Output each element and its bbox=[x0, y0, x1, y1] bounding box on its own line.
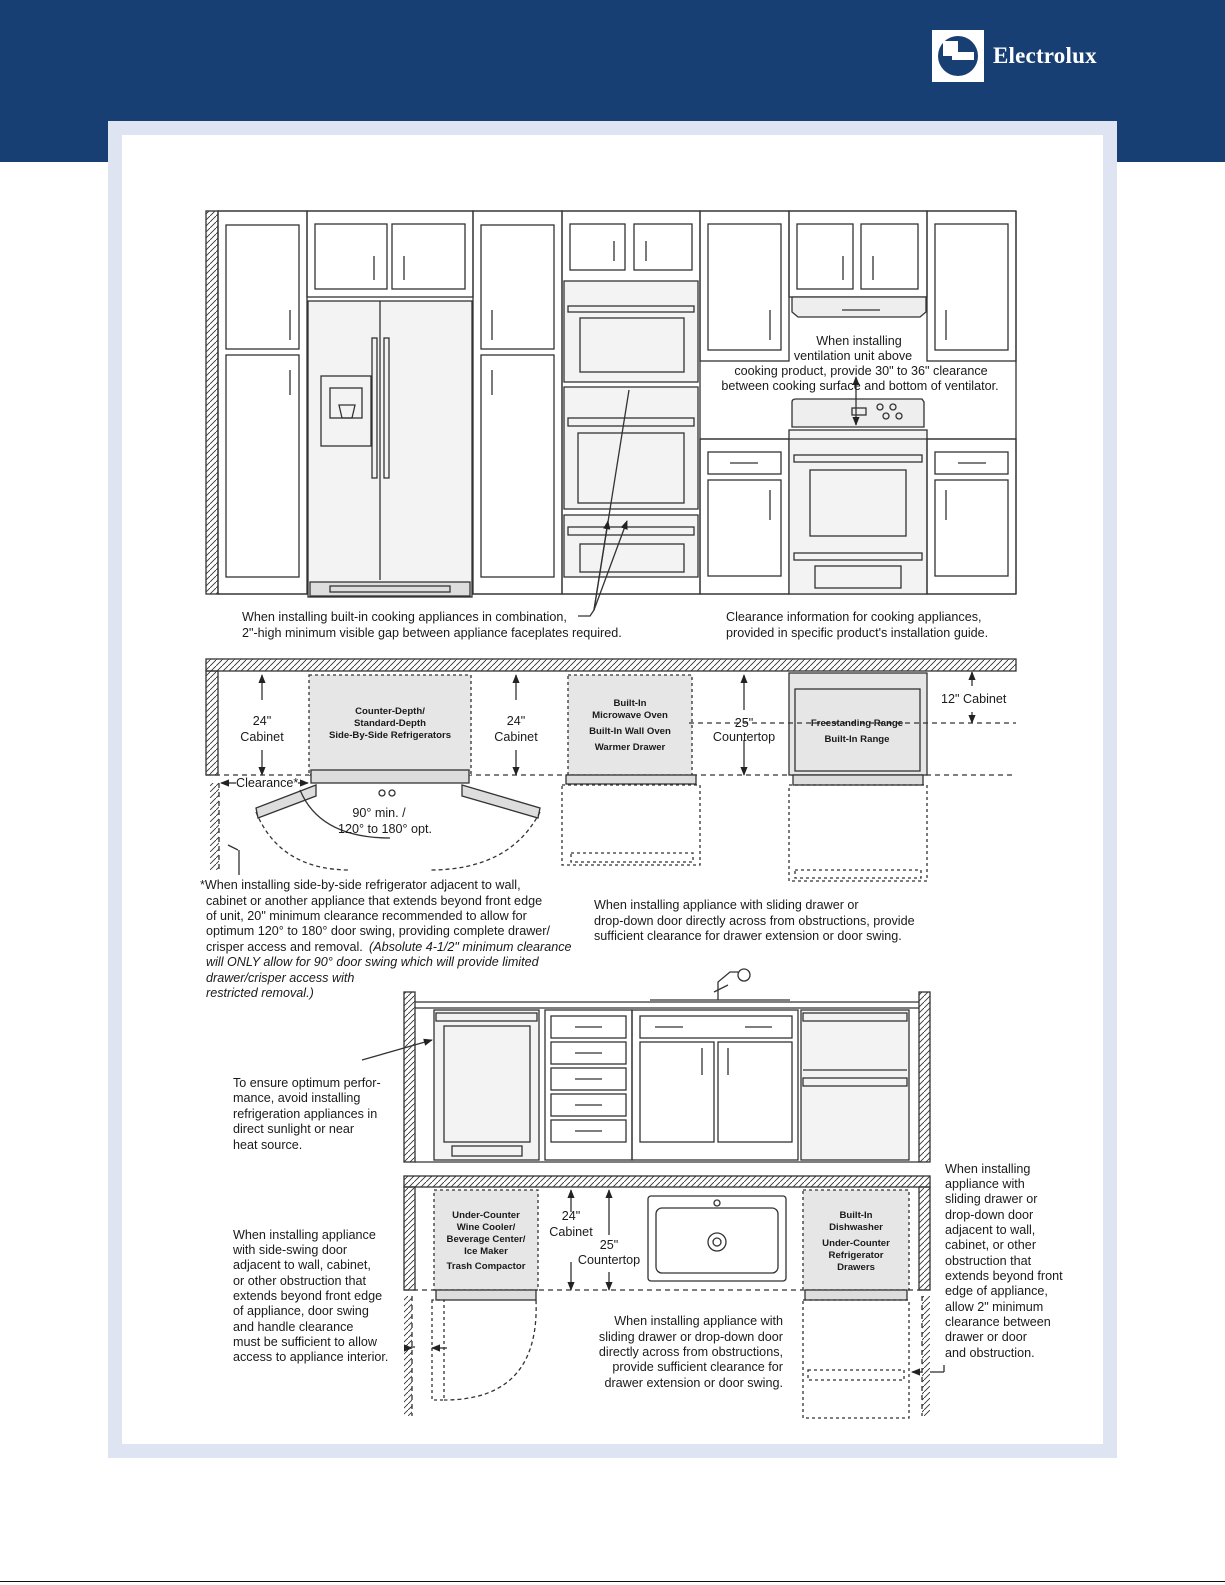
sliding-note-line: directly across from obstructions, bbox=[598, 1345, 783, 1359]
sunlight-note-line: mance, avoid installing bbox=[233, 1091, 361, 1105]
dishwasher-label-line: Drawers bbox=[837, 1262, 875, 1273]
adjacent-note-line: edge of appliance, bbox=[945, 1284, 1048, 1298]
range-label-line: Built-In Range bbox=[824, 734, 890, 745]
oven-label-line: Built-In Wall Oven bbox=[589, 726, 671, 737]
microwave-oven bbox=[564, 281, 698, 382]
gap-note-line: 2"-high minimum visible gap between appliance faceplates required. bbox=[242, 626, 622, 640]
clearance-label: Clearance* bbox=[236, 776, 299, 790]
vent-note-line: When installing bbox=[816, 334, 902, 348]
sliding-note-line: drawer extension or door swing. bbox=[604, 1376, 783, 1390]
sink-basin bbox=[648, 1196, 786, 1281]
refrigerator-label-line: Standard-Depth bbox=[354, 718, 426, 729]
adjacent-note-line: obstruction that bbox=[945, 1254, 1032, 1268]
wall-oven bbox=[564, 387, 698, 509]
base-cabinet-left-of-range bbox=[700, 439, 789, 594]
upper-cabinet-refrigerator bbox=[307, 211, 473, 297]
refrigerator-label-line: Side-By-Side Refrigerators bbox=[328, 730, 452, 741]
dim-label: Cabinet bbox=[549, 1225, 593, 1239]
adjacent-note-line: drawer or door bbox=[945, 1330, 1027, 1344]
adjacent-note-line: adjacent to wall, bbox=[945, 1223, 1036, 1237]
tall-cabinet-left bbox=[218, 211, 307, 594]
sliding-note-line: drop-down door directly across from obstructions, provide bbox=[594, 914, 915, 928]
adjacent-note-line: When installing bbox=[945, 1162, 1031, 1176]
vent-note-line: cooking product, provide 30" to 36" clearance bbox=[734, 364, 988, 378]
oven-label-line: Warmer Drawer bbox=[594, 742, 666, 753]
adjacent-note-line: and obstruction. bbox=[945, 1346, 1035, 1360]
clearance-note-line: provided in specific product's installation guide. bbox=[726, 626, 989, 640]
dishwasher-drawers bbox=[801, 1010, 909, 1160]
gap-note-line: When installing built-in cooking appliances in combination, bbox=[242, 610, 567, 624]
dishwasher-label-line: Dishwasher bbox=[829, 1222, 883, 1233]
adjacent-note-line: allow 2" minimum bbox=[945, 1300, 1044, 1314]
warmer-drawer bbox=[564, 515, 698, 577]
range-label-line: Freestanding Range bbox=[810, 718, 904, 729]
dishwasher-label-line: Under-Counter bbox=[822, 1238, 890, 1249]
tall-cabinet-far-right bbox=[927, 211, 1016, 361]
wine-label-line: Ice Maker bbox=[464, 1246, 508, 1257]
tall-cabinet-right bbox=[700, 211, 789, 361]
base-cabinet-right-of-range bbox=[927, 439, 1016, 594]
footnote-line: optimum 120° to 180° door swing, providing complete drawer/ bbox=[206, 924, 550, 938]
sliding-note-line: provide sufficient clearance for bbox=[612, 1360, 783, 1374]
upper-cabinet-range bbox=[789, 211, 927, 297]
dim-label: 24" bbox=[252, 714, 272, 728]
footnote-line: crisper access and removal. bbox=[206, 940, 363, 954]
brand-name: Electrolux bbox=[993, 43, 1097, 68]
wine-label-line: Beverage Center/ bbox=[446, 1234, 526, 1245]
sunlight-note-line: To ensure optimum perfor- bbox=[233, 1076, 381, 1090]
swing-label: 120° to 180° opt. bbox=[337, 822, 433, 836]
sunlight-note-line: heat source. bbox=[233, 1138, 303, 1152]
range-footprint bbox=[789, 673, 927, 881]
dishwasher-label-line: Built-In bbox=[839, 1210, 873, 1221]
freestanding-range bbox=[789, 377, 927, 594]
refrigerator-label-line: Counter-Depth/ bbox=[355, 706, 425, 717]
vent-note-line: ventilation unit above bbox=[793, 349, 913, 363]
dim-label: 24" bbox=[506, 714, 526, 728]
clearance-note-line: Clearance information for cooking appliances, bbox=[726, 610, 982, 624]
dim-label: Cabinet bbox=[494, 730, 538, 744]
footnote-italic-line: restricted removal.) bbox=[206, 986, 314, 1000]
oven-label-line: Microwave Oven bbox=[592, 710, 668, 721]
dim-label: 24" bbox=[561, 1209, 581, 1223]
sliding-note-line: When installing appliance with sliding drawer or bbox=[594, 898, 859, 912]
adjacent-note-line: appliance with bbox=[945, 1177, 1025, 1191]
side-swing-note-line: and handle clearance bbox=[233, 1320, 354, 1334]
plan-view-top bbox=[206, 659, 1016, 881]
adjacent-note-line: drop-down door bbox=[945, 1208, 1034, 1222]
side-swing-note-line: When installing appliance bbox=[233, 1228, 376, 1242]
adjacent-note-line: clearance between bbox=[945, 1315, 1051, 1329]
adjacent-note-line: extends beyond front bbox=[945, 1269, 1063, 1283]
drawer-cabinet bbox=[545, 1010, 632, 1160]
sunlight-note-line: refrigeration appliances in bbox=[233, 1107, 378, 1121]
footnote-line: *When installing side-by-side refrigerator adjacent to wall, bbox=[200, 878, 521, 892]
side-swing-note-line: with side-swing door bbox=[233, 1243, 348, 1257]
side-swing-note-line: of appliance, door swing bbox=[233, 1304, 369, 1318]
faucet bbox=[650, 969, 790, 1000]
dim-label: 25" bbox=[734, 716, 754, 730]
wine-label-line: Wine Cooler/ bbox=[456, 1222, 516, 1233]
side-swing-note-line: or other obstruction that bbox=[233, 1274, 367, 1288]
side-swing-note-line: must be sufficient to allow bbox=[233, 1335, 377, 1349]
footnote-line: cabinet or another appliance that extends beyond front edge bbox=[206, 894, 543, 908]
footnote-italic-line: will ONLY allow for 90° door swing which will provide limited bbox=[206, 955, 539, 969]
vent-note-line: between cooking surface and bottom of ventilator. bbox=[721, 379, 999, 393]
wine-cooler bbox=[434, 1010, 539, 1160]
dim-label: Countertop bbox=[712, 730, 776, 744]
tall-cabinet-middle bbox=[473, 211, 562, 594]
oven-tower bbox=[562, 211, 700, 594]
oven-label-line: Built-In bbox=[613, 698, 647, 709]
wine-label-line: Trash Compactor bbox=[446, 1261, 526, 1272]
footnote-line: of unit, 20" minimum clearance recommended to allow for bbox=[206, 909, 527, 923]
adjacent-note-line: sliding drawer or bbox=[945, 1192, 1038, 1206]
undercounter-elevation bbox=[362, 969, 930, 1162]
side-swing-note-line: access to appliance interior. bbox=[233, 1350, 389, 1364]
side-swing-note-line: adjacent to wall, cabinet, bbox=[233, 1258, 371, 1272]
adjacent-note-line: cabinet, or other bbox=[945, 1238, 1037, 1252]
refrigerator-footprint bbox=[256, 675, 540, 870]
ventilation-hood bbox=[792, 297, 926, 317]
sunlight-note-line: direct sunlight or near bbox=[233, 1122, 355, 1136]
footnote-italic-line: (Absolute 4-1/2" minimum clearance bbox=[369, 940, 572, 954]
footer-rule bbox=[0, 1581, 1225, 1582]
dishwasher-label-line: Refrigerator bbox=[828, 1250, 884, 1261]
sliding-note-line: sliding drawer or drop-down door bbox=[598, 1330, 783, 1344]
dim-label: 12" Cabinet bbox=[941, 692, 1007, 706]
sliding-note-line: When installing appliance with bbox=[614, 1314, 783, 1328]
dim-label: 25" bbox=[599, 1238, 619, 1252]
sink-cabinet bbox=[632, 1010, 798, 1160]
side-by-side-refrigerator bbox=[308, 301, 472, 597]
wine-label-line: Under-Counter bbox=[452, 1210, 520, 1221]
footnote-italic-line: drawer/crisper access with bbox=[206, 971, 355, 985]
sliding-note-line: sufficient clearance for drawer extension or door swing. bbox=[594, 929, 902, 943]
dim-label: Countertop bbox=[577, 1253, 641, 1267]
dim-label: Cabinet bbox=[240, 730, 284, 744]
kitchen-elevation bbox=[206, 211, 1016, 616]
side-swing-note-line: extends beyond front edge bbox=[233, 1289, 383, 1303]
swing-label: 90° min. / bbox=[352, 806, 406, 820]
